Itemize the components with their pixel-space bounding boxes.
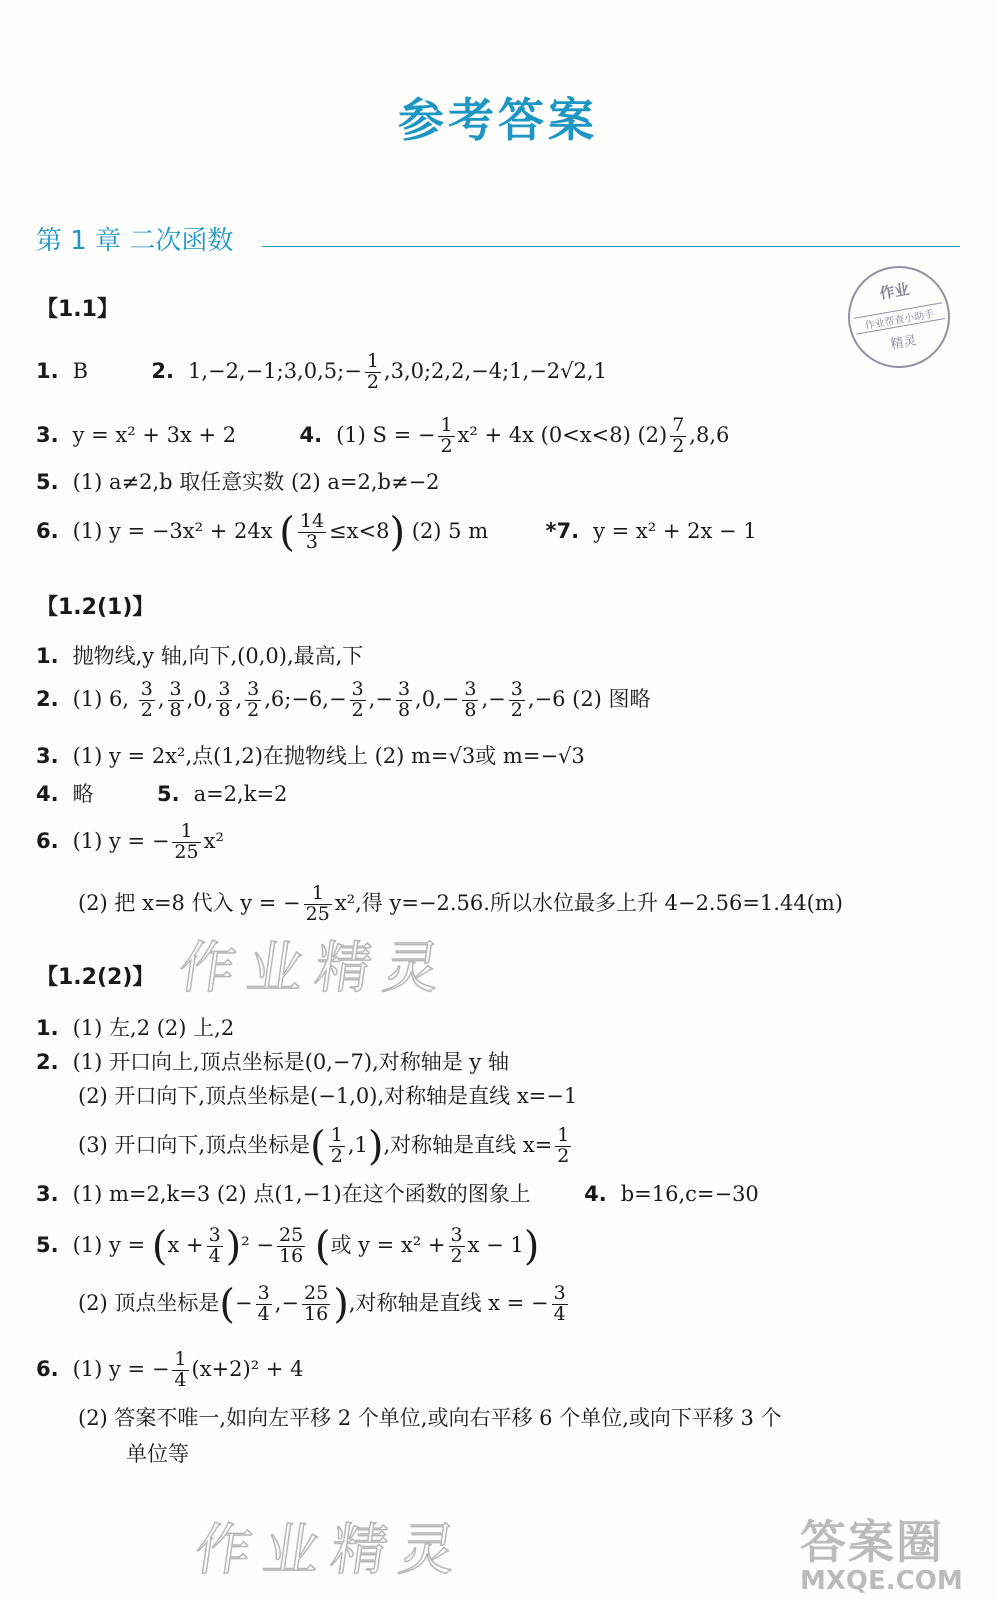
watermark-text-2: 作业精灵: [190, 1518, 472, 1583]
answer-1-2-2-q5-2: (2) 顶点坐标是(− $\frac{3}{4}$ ,− $\frac{25}{16}$ ),对称轴是直线 x = − $\frac{3}{4}$: [78, 1281, 566, 1328]
section-1-2-2: 【1.2(2)】: [36, 965, 155, 990]
answer-1-2-2-q6-1: 6. (1) y = − $\frac{1}{4}$ (x+2)² + 4: [36, 1348, 304, 1391]
answer-1-1-q5: 5. (1) a≠2,b 取任意实数 (2) a=2,b≠−2: [36, 470, 440, 494]
answer-1-1-q6-q7: 6. (1) y = −3x² + 24x ( $\frac{14}{3}$ ≤x<8) (2) 5 m *7. y = x² + 2x − 1: [36, 509, 757, 556]
watermark-text-1: 作业精灵: [174, 936, 456, 1001]
answer-1-2-1-q4-q5: 4. 略 5. a=2,k=2: [36, 782, 288, 806]
site-logo: 答案圈 MXQE.COM: [800, 1515, 963, 1596]
answer-1-2-1-q2: 2. (1) 6, $\frac{3}{2}$ , $\frac{3}{8}$ ,0, $\frac{3}{8}$ , $\frac{3}{2}$ ,6;−6,− $\frac{3}{2}$ ,− $\frac{3}{8}$ ,0,− $\frac{3}{8}$ ,− $\frac{3}{2}$ ,−6 (2) 图略: [36, 678, 651, 721]
answer-1-2-1-q3: 3. (1) y = 2x²,点(1,2)在抛物线上 (2) m=√3或 m=−√3: [36, 744, 585, 768]
page-title: 参考答案: [398, 93, 598, 147]
answer-1-1-q3-q4: 3. y = x² + 3x + 2 4. (1) S = − $\frac{1}{2}$ x² + 4x (0<x<8) (2) $\frac{7}{2}$ ,8,6: [36, 414, 730, 457]
answer-1-1-q1-q2: 1. B 2. 1,−2,−1;3,0,5;− $\frac{1}{2}$ ,3,0;2,2,−4;1,−2√2,1: [36, 350, 607, 393]
answer-1-2-2-q2-1: 2. (1) 开口向上,顶点坐标是(0,−7),对称轴是 y 轴: [36, 1050, 509, 1074]
answer-1-2-2-q1: 1. (1) 左,2 (2) 上,2: [36, 1016, 235, 1040]
chapter-rule: [262, 246, 960, 247]
answer-1-2-2-q6-2: (2) 答案不唯一,如向左平移 2 个单位,或向右平移 6 个单位,或向下平移 3 个: [78, 1406, 782, 1430]
answer-1-2-1-q1: 1. 抛物线,y 轴,向下,(0,0),最高,下: [36, 644, 364, 668]
answer-1-2-2-q2-2: (2) 开口向下,顶点坐标是(−1,0),对称轴是直线 x=−1: [78, 1084, 578, 1108]
answer-1-2-1-q6-1: 6. (1) y = − $\frac{1}{25}$ x²: [36, 820, 224, 863]
section-1-2-1: 【1.2(1)】: [36, 595, 155, 620]
answer-1-2-2-q5-1: 5. (1) y = (x + $\frac{3}{4}$ )² − $\frac{25}{16}$ (或 y = x² + $\frac{3}{2}$ x − 1): [36, 1223, 540, 1270]
section-1-1: 【1.1】: [36, 297, 119, 322]
answer-1-2-1-q6-2: (2) 把 x=8 代入 y = − $\frac{1}{25}$ x²,得 y=−2.56.所以水位最多上升 4−2.56=1.44(m): [78, 882, 843, 925]
chapter-heading: 第 1 章 二次函数: [36, 226, 234, 256]
answer-1-2-2-q3-q4: 3. (1) m=2,k=3 (2) 点(1,−1)在这个函数的图象上 4. b=16,c=−30: [36, 1182, 759, 1206]
watermark-stamp: 作业 作业帮查小助手 精灵: [840, 258, 958, 376]
answer-1-2-2-q2-3: (3) 开口向下,顶点坐标是( $\frac{1}{2}$ ,1),对称轴是直线 x= $\frac{1}{2}$: [78, 1123, 570, 1170]
answer-1-2-2-q6-2-cont: 单位等: [126, 1442, 189, 1466]
